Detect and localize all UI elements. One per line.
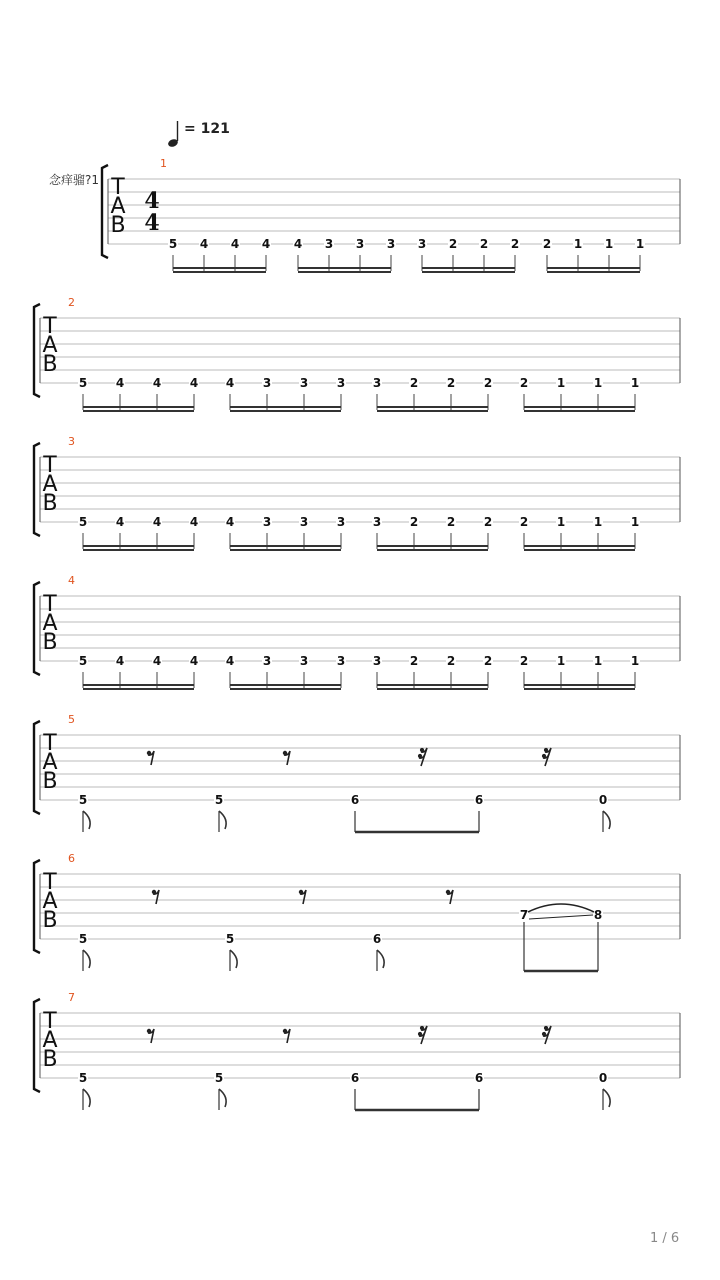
fret-number: 1 [630, 654, 640, 668]
track-name: 念痒骝?1 [49, 173, 100, 187]
fret-number: 2 [542, 237, 552, 251]
fret-number: 2 [448, 237, 458, 251]
fret-number: 3 [386, 237, 396, 251]
fret-number: 5 [78, 1071, 88, 1085]
time-signature [144, 188, 159, 236]
eighth-rest-icon [147, 751, 154, 765]
tab-clef-letter: T [111, 175, 125, 200]
fret-number: 2 [409, 515, 419, 529]
tab-system [34, 296, 680, 411]
fret-number: 1 [573, 237, 583, 251]
fret-number: 1 [593, 654, 603, 668]
fret-number: 1 [635, 237, 645, 251]
tab-clef-letter: B [42, 491, 58, 516]
fret-number: 2 [519, 654, 529, 668]
fret-number: 2 [409, 654, 419, 668]
fret-number: 4 [115, 376, 125, 390]
fret-number: 1 [556, 654, 566, 668]
fret-number: 0 [598, 793, 608, 807]
eighth-flag-icon [603, 811, 610, 832]
fret-number: 2 [479, 237, 489, 251]
sixteenth-rest-icon [418, 748, 427, 766]
eighth-flag-icon [230, 950, 237, 971]
tab-system [102, 157, 680, 272]
fret-number: 3 [355, 237, 365, 251]
fret-number: 1 [604, 237, 614, 251]
fret-number: 4 [189, 515, 199, 529]
fret-number: 3 [262, 376, 272, 390]
tab-clef-letter: A [42, 611, 58, 636]
fret-number: 3 [336, 654, 346, 668]
fret-number: 4 [225, 515, 235, 529]
tab-system [34, 713, 680, 832]
tempo-note-icon [167, 121, 179, 148]
fret-number: 6 [474, 793, 484, 807]
eighth-flag-icon [219, 1089, 226, 1110]
fret-number: 2 [446, 376, 456, 390]
fret-number: 5 [78, 376, 88, 390]
fret-number: 7 [519, 908, 529, 922]
tab-system [34, 435, 680, 550]
tab-clef-letter: T [43, 1009, 57, 1034]
system-bracket [34, 860, 40, 953]
fret-number: 1 [630, 515, 640, 529]
tab-clef-letter: B [42, 352, 58, 377]
eighth-rest-icon [147, 1029, 154, 1043]
tab-clef-letter: T [43, 453, 57, 478]
tab-clef-letter: T [43, 731, 57, 756]
fret-number: 3 [336, 376, 346, 390]
eighth-rest-icon [299, 890, 306, 904]
fret-number: 3 [299, 654, 309, 668]
eighth-flag-icon [219, 811, 226, 832]
fret-number: 5 [225, 932, 235, 946]
eighth-flag-icon [83, 1089, 90, 1110]
fret-number: 6 [372, 932, 382, 946]
tab-clef-letter: A [42, 472, 58, 497]
eighth-rest-icon [152, 890, 159, 904]
fret-number: 4 [225, 376, 235, 390]
eighth-rest-icon [283, 1029, 290, 1043]
sixteenth-rest-icon [542, 1026, 551, 1044]
fret-number: 3 [417, 237, 427, 251]
tab-clef-letter: A [110, 194, 126, 219]
fret-number: 4 [152, 376, 162, 390]
measure-number: 1 [160, 157, 167, 170]
fret-number: 5 [168, 237, 178, 251]
fret-number: 2 [483, 515, 493, 529]
system-bracket [34, 304, 40, 397]
tab-system [34, 991, 680, 1110]
eighth-rest-icon [446, 890, 453, 904]
measure-number: 7 [68, 991, 75, 1004]
fret-number: 5 [78, 654, 88, 668]
eighth-flag-icon [377, 950, 384, 971]
tab-clef-letter: B [42, 1047, 58, 1072]
tab-clef-letter: B [42, 630, 58, 655]
time-signature-numerator: 4 [144, 188, 160, 214]
fret-number: 2 [510, 237, 520, 251]
fret-number: 2 [483, 376, 493, 390]
time-signature-denominator: 4 [144, 210, 160, 236]
system-bracket [102, 165, 108, 258]
fret-number: 4 [261, 237, 271, 251]
fret-number: 4 [115, 515, 125, 529]
tab-clef-letter: B [42, 769, 58, 794]
sixteenth-rest-icon [418, 1026, 427, 1044]
fret-number: 3 [336, 515, 346, 529]
fret-number: 4 [189, 376, 199, 390]
measure-number: 4 [68, 574, 75, 587]
system-bracket [34, 443, 40, 536]
measure-number: 2 [68, 296, 75, 309]
measure-number: 5 [68, 713, 75, 726]
fret-number: 2 [446, 515, 456, 529]
system-bracket [34, 999, 40, 1092]
fret-number: 3 [299, 376, 309, 390]
fret-number: 4 [293, 237, 303, 251]
tempo-marking: = 121 [184, 121, 230, 137]
measure-number: 6 [68, 852, 75, 865]
tab-clef-letter: T [43, 592, 57, 617]
tie-slur [528, 904, 594, 912]
fret-number: 4 [199, 237, 209, 251]
system-bracket [34, 721, 40, 814]
system-bracket [34, 582, 40, 675]
eighth-rest-icon [283, 751, 290, 765]
eighth-flag-icon [83, 950, 90, 971]
fret-number: 1 [556, 515, 566, 529]
fret-number: 6 [350, 793, 360, 807]
fret-number: 4 [152, 654, 162, 668]
fret-number: 2 [483, 654, 493, 668]
tab-clef-letter: A [42, 889, 58, 914]
tab-clef-letter: A [42, 333, 58, 358]
fret-number: 8 [593, 908, 603, 922]
tab-clef-letter: T [43, 870, 57, 895]
fret-number: 3 [299, 515, 309, 529]
fret-number: 4 [115, 654, 125, 668]
fret-number: 1 [593, 515, 603, 529]
measure-number: 3 [68, 435, 75, 448]
fret-number: 5 [214, 1071, 224, 1085]
tab-clef-letter: B [42, 908, 58, 933]
fret-number: 4 [189, 654, 199, 668]
eighth-flag-icon [603, 1089, 610, 1110]
slide-line [529, 915, 593, 919]
fret-number: 4 [230, 237, 240, 251]
tab-clef-letter: A [42, 1028, 58, 1053]
fret-number: 3 [372, 376, 382, 390]
tab-clef-letter: B [110, 213, 126, 238]
fret-number: 6 [350, 1071, 360, 1085]
tab-system [34, 852, 680, 971]
fret-number: 2 [519, 376, 529, 390]
tab-clef-letter: A [42, 750, 58, 775]
fret-number: 1 [630, 376, 640, 390]
fret-number: 2 [446, 654, 456, 668]
fret-number: 3 [262, 654, 272, 668]
fret-number: 0 [598, 1071, 608, 1085]
fret-number: 5 [78, 793, 88, 807]
fret-number: 6 [474, 1071, 484, 1085]
fret-number: 5 [78, 515, 88, 529]
fret-number: 1 [556, 376, 566, 390]
page-indicator: 1 / 6 [650, 1231, 680, 1246]
fret-number: 3 [324, 237, 334, 251]
fret-number: 3 [372, 654, 382, 668]
fret-number: 3 [262, 515, 272, 529]
tab-system [34, 574, 680, 689]
fret-number: 4 [152, 515, 162, 529]
fret-number: 1 [593, 376, 603, 390]
fret-number: 2 [409, 376, 419, 390]
fret-number: 5 [214, 793, 224, 807]
tab-clef-letter: T [43, 314, 57, 339]
fret-number: 2 [519, 515, 529, 529]
sixteenth-rest-icon [542, 748, 551, 766]
fret-number: 4 [225, 654, 235, 668]
eighth-flag-icon [83, 811, 90, 832]
fret-number: 3 [372, 515, 382, 529]
fret-number: 5 [78, 932, 88, 946]
